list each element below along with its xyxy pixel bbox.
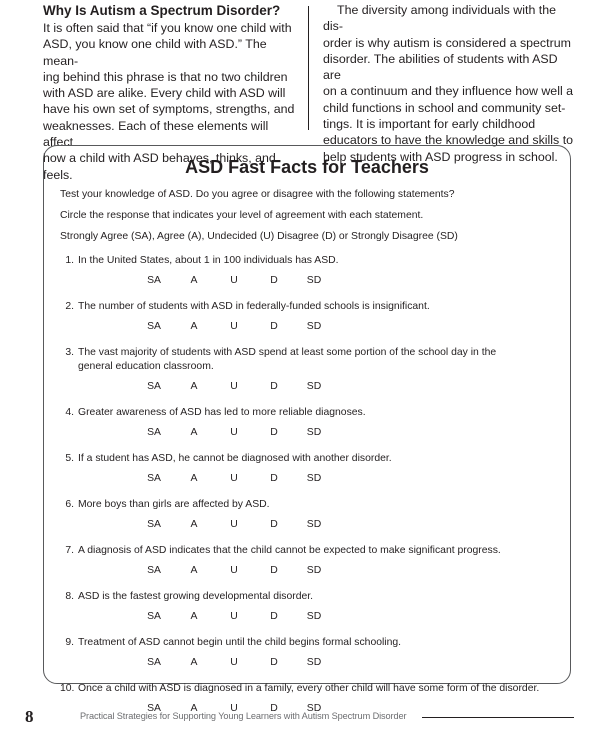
statement-number: 10. <box>60 683 75 694</box>
statement-list <box>60 254 564 728</box>
response-option[interactable]: U <box>230 473 238 484</box>
response-option[interactable]: U <box>230 321 238 332</box>
response-options <box>78 472 564 486</box>
statement-item <box>60 498 564 532</box>
response-option[interactable]: A <box>190 321 198 332</box>
statement-number: 3. <box>65 347 74 358</box>
response-option[interactable]: D <box>270 275 278 286</box>
intro-right-paragraph <box>323 2 575 165</box>
statement-number: 4. <box>65 407 74 418</box>
response-option[interactable]: U <box>230 275 238 286</box>
response-options <box>78 564 564 578</box>
response-options <box>78 610 564 624</box>
intro-right-column <box>323 2 575 165</box>
response-option[interactable]: U <box>230 657 238 668</box>
intro-left-line: how a child with ASD behaves, thinks, and feels. <box>43 151 276 182</box>
response-option[interactable]: D <box>270 427 278 438</box>
statement-text: ASD is the fastest growing developmental disorder. <box>78 591 314 602</box>
response-option[interactable]: D <box>270 381 278 392</box>
footer-rule <box>422 717 574 718</box>
response-option[interactable]: D <box>270 565 278 576</box>
response-options <box>78 274 564 288</box>
statement-number: 8. <box>65 591 74 602</box>
response-option[interactable]: SA <box>147 611 161 622</box>
intro-right-line: order is why autism is considered a spectrum <box>323 35 571 50</box>
intro-right-line: tings. It is important for early childhood <box>323 117 536 132</box>
response-options <box>78 426 564 440</box>
instruction-line: Circle the response that indicates your level of agreement with each statement. <box>60 210 424 221</box>
intro-right-line: The diversity among individuals with the dis- <box>323 3 557 34</box>
statement-item <box>60 406 564 440</box>
response-option[interactable]: SD <box>306 381 322 392</box>
statement-item <box>60 544 564 578</box>
statement-item <box>60 636 564 670</box>
page-footer <box>0 701 600 731</box>
response-option[interactable]: SA <box>147 703 161 714</box>
response-option[interactable]: SD <box>306 657 322 668</box>
statement-number: 5. <box>65 453 74 464</box>
statement-text: general education classroom. <box>78 361 214 372</box>
statement-number: 2. <box>65 301 74 312</box>
response-option[interactable]: SA <box>147 473 161 484</box>
box-title: ASD Fast Facts for Teachers <box>185 157 429 177</box>
intro-right-line: child functions in school and community set- <box>323 100 566 115</box>
instruction-line: Strongly Agree (SA), Agree (A), Undecided (U) Disagree (D) or Strongly Disagree (SD) <box>60 231 458 242</box>
statement-number: 7. <box>65 545 74 556</box>
statement-item <box>60 452 564 486</box>
intro-right-line: disorder. The abilities of students with ASD are <box>323 51 558 83</box>
statement-item <box>60 300 564 334</box>
response-option[interactable]: D <box>270 321 278 332</box>
response-option[interactable]: D <box>270 611 278 622</box>
response-option[interactable]: SD <box>306 275 322 286</box>
intro-left-line: It is often said that “if you know one child with <box>43 21 292 35</box>
response-option[interactable]: D <box>270 473 278 484</box>
response-option[interactable]: SD <box>306 519 322 530</box>
statement-text: More boys than girls are affected by ASD. <box>78 499 270 510</box>
response-option[interactable]: SA <box>147 427 161 438</box>
statement-text: Treatment of ASD cannot begin until the child begins formal schooling. <box>78 637 402 648</box>
statement-item <box>60 590 564 624</box>
response-options <box>78 518 564 532</box>
response-option[interactable]: SA <box>147 381 161 392</box>
response-option[interactable]: U <box>230 565 238 576</box>
intro-left-line: with ASD are alike. Every child with ASD will <box>43 86 286 101</box>
response-option[interactable]: SD <box>306 473 322 484</box>
response-option[interactable]: U <box>230 427 238 438</box>
statement-number: 6. <box>65 499 74 510</box>
response-option[interactable]: SD <box>306 427 322 438</box>
response-option[interactable]: SA <box>147 275 161 286</box>
response-option[interactable]: SA <box>147 565 161 576</box>
statement-text: If a student has ASD, he cannot be diagnosed with another disorder. <box>78 453 392 464</box>
statement-text: In the United States, about 1 in 100 individuals has ASD. <box>78 255 339 266</box>
fast-facts-box <box>43 145 571 714</box>
response-options <box>78 320 564 334</box>
statement-number: 1. <box>65 255 74 266</box>
statement-text: Greater awareness of ASD has led to more reliable diagnoses. <box>78 407 366 418</box>
response-option[interactable]: SA <box>147 519 161 530</box>
response-options <box>78 656 564 670</box>
column-divider <box>308 6 309 130</box>
response-option[interactable]: SD <box>306 611 322 622</box>
response-option[interactable]: A <box>190 703 198 714</box>
statement-number: 9. <box>65 637 74 648</box>
response-option[interactable]: U <box>230 611 238 622</box>
instruction-line: Test your knowledge of ASD. Do you agree or disagree with the following statements? <box>60 189 455 200</box>
statement-item <box>60 346 564 394</box>
statement-item <box>60 254 564 288</box>
statement-text: The number of students with ASD in federally-funded schools is insignificant. <box>78 301 430 312</box>
response-option[interactable]: SD <box>306 565 322 576</box>
response-option[interactable]: A <box>190 565 198 576</box>
running-title: Practical Strategies for Supporting Young Learners with Autism Spectrum Disorder <box>80 711 407 721</box>
statement-text: The vast majority of students with ASD spend at least some portion of the school day in the <box>78 347 497 358</box>
response-option[interactable]: D <box>270 703 278 714</box>
response-option[interactable]: A <box>190 381 198 392</box>
response-option[interactable]: A <box>190 611 198 622</box>
response-option[interactable]: U <box>230 703 238 714</box>
response-option[interactable]: A <box>190 275 198 286</box>
response-option[interactable]: U <box>230 381 238 392</box>
response-option[interactable]: A <box>190 427 198 438</box>
intro-left-line: have his own set of symptoms, strengths, and <box>43 102 295 117</box>
intro-heading: Why Is Autism a Spectrum Disorder? <box>43 3 281 18</box>
intro-right-line: educators to have the knowledge and skills to <box>323 133 574 148</box>
response-options <box>78 380 564 394</box>
response-option[interactable]: SA <box>147 321 161 332</box>
intro-left-line: ASD, you know one child with ASD.” The mean- <box>43 37 267 68</box>
statement-text: Once a child with ASD is diagnosed in a family, every other child will have some form of the disorder. <box>78 683 540 694</box>
intro-right-line: on a continuum and they influence how well a <box>323 84 574 99</box>
response-option[interactable]: A <box>190 473 198 484</box>
intro-left-line: weaknesses. Each of these elements will affect <box>43 118 269 150</box>
response-option[interactable]: A <box>190 657 198 668</box>
response-option[interactable]: SD <box>306 703 322 714</box>
response-option[interactable]: SD <box>306 321 322 332</box>
intro-right-line: help students with ASD progress in school. <box>323 149 558 164</box>
intro-left-line: ing behind this phrase is that no two children <box>43 69 288 84</box>
response-option[interactable]: D <box>270 519 278 530</box>
response-option[interactable]: SA <box>147 657 161 668</box>
response-option[interactable]: U <box>230 519 238 530</box>
response-option[interactable]: A <box>190 519 198 530</box>
response-option[interactable]: D <box>270 657 278 668</box>
statement-text: A diagnosis of ASD indicates that the child cannot be expected to make significant progress. <box>78 545 501 556</box>
page-number: 8 <box>25 707 34 726</box>
